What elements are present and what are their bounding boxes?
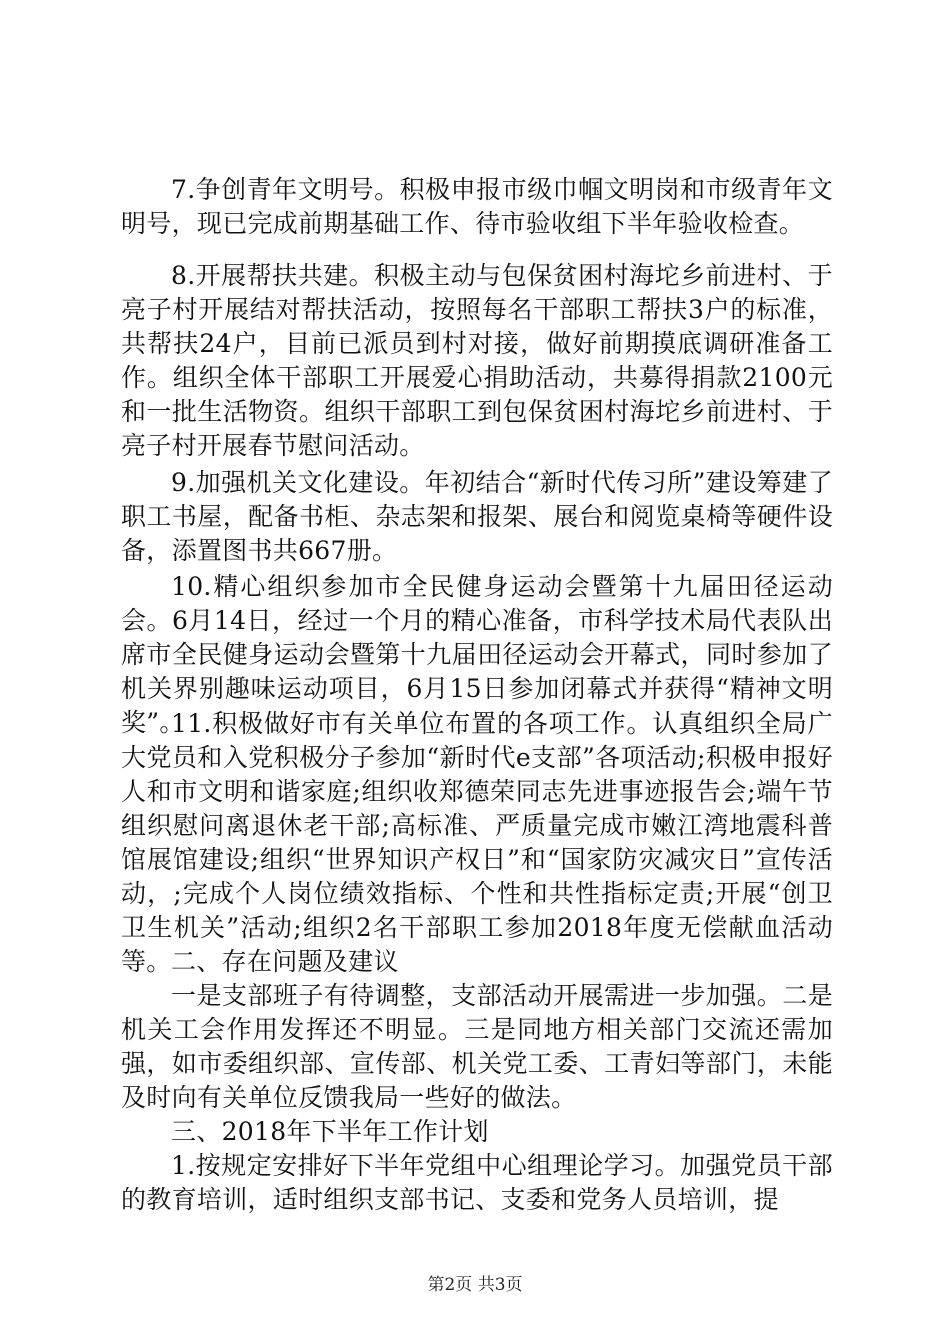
paragraph-item-9: 9.加强机关文化建设。年初结合“新时代传习所”建设筹建了职工书屋，配备书柜、杂志架和报架、展台和阅览桌椅等硬件设备，添置图书共667册。 [121, 468, 833, 565]
section-heading-plan: 三、2018年下半年工作计划 [171, 1117, 489, 1146]
paragraph-item-11: 11.积极做好市有关单位布置的各项工作。认真组织全局广大党员和入党积极分子参加“新时代e支部”各项活动;积极申报好人和市文明和谐家庭;组织收郑德荣同志先进事迹报告会;端午节组织慰问离退休老干部;高标准、严质量完成市嫩江湾地震科普馆展馆建设;组织“世界知识产权日”和“国家防灾减灾日”宣传活动，;完成个人岗位绩效指标、个性和共性指标定责;开展“创卫卫生机关”活动;组织2名干部职工参加2018年度无偿献血活动等。 [121, 709, 833, 976]
paragraph-item-10: 10.精心组织参加市全民健身运动会暨第十九届田径运动会。6月14日，经过一个月的精心准备，市科学技术局代表队出席市全民健身运动会暨第十九届田径运动会开幕式，同时参加了机关界别趣味运动项目，6月15日参加闭幕式并获得“精神文明奖”。 [121, 572, 833, 737]
paragraph-plan-1: 1.按规定安排好下半年党组中心组理论学习。加强党员干部的教育培训，适时组织支部书记、支委和党务人员培训，提 [121, 1151, 833, 1214]
paragraph-item-8: 8.开展帮扶共建。积极主动与包保贫困村海坨乡前进村、于亮子村开展结对帮扶活动，按照每名干部职工帮扶3户的标准，共帮扶24户，目前已派员到村对接，做好前期摸底调研准备工作。组织全体干部职工开展爱心捐助活动，共募得捐款2100元和一批生活物资。组织干部职工到包保贫困村海坨乡前进村、于亮子村开展春节慰问活动。 [121, 261, 833, 460]
paragraph-item-7: 7.争创青年文明号。积极申报市级巾帼文明岗和市级青年文明号，现已完成前期基础工作、待市验收组下半年验收检查。 [121, 175, 833, 238]
page-footer: 第2页 共3页 [427, 1275, 523, 1295]
paragraph-problems: 一是支部班子有待调整，支部活动开展需进一步加强。二是机关工会作用发挥还不明显。三是同地方相关部门交流还需加强，如市委组织部、宣传部、机关党工委、工青妇等部门，未能及时向有关单位反馈我局一些好的做法。 [121, 981, 833, 1112]
section-heading-problems: 二、存在问题及建议 [171, 947, 399, 976]
